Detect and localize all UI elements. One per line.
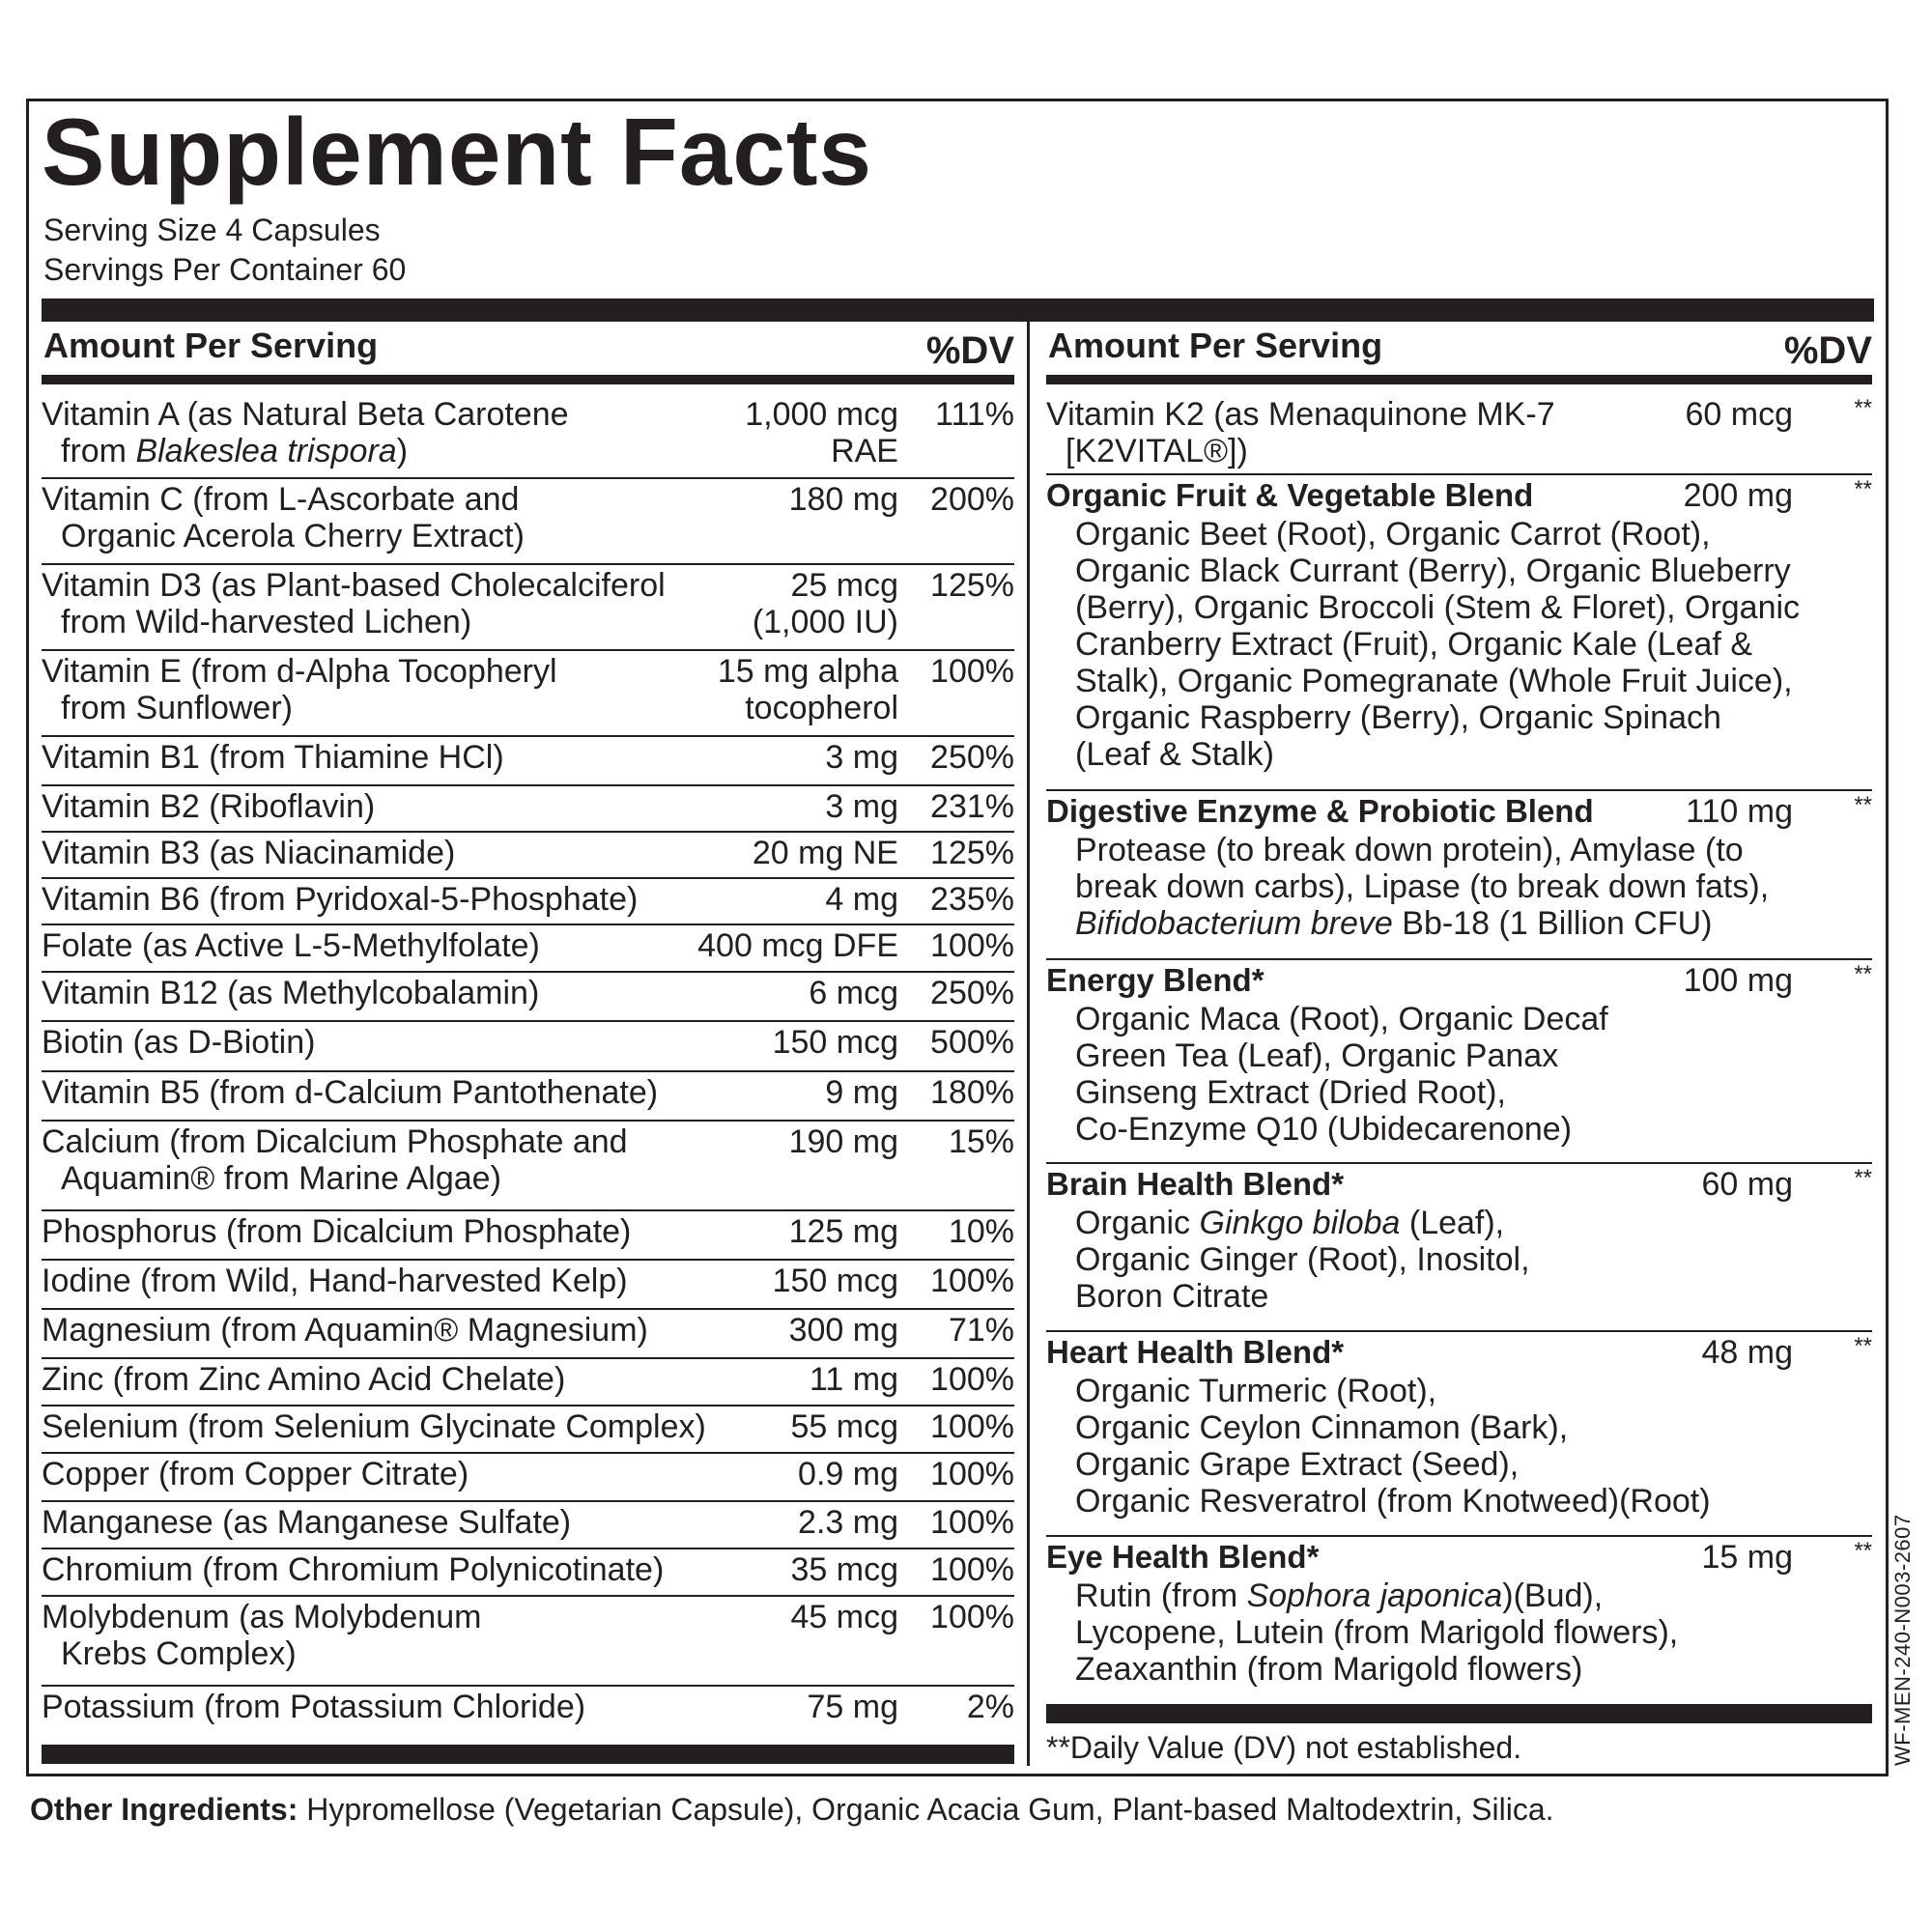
nutrient-name: Chromium (from Chromium Polynicotinate): [42, 1551, 665, 1588]
blend-name: Digestive Enzyme & Probiotic Blend: [1046, 793, 1594, 829]
nutrient-row: [42, 1359, 1014, 1406]
nutrient-dv: 100%: [930, 1456, 1014, 1492]
nutrient-dv: 100%: [930, 1504, 1014, 1541]
nutrient-row: [42, 925, 1014, 973]
blend-amount: 60 mcg: [1685, 396, 1793, 433]
nutrient-name: Molybdenum (as Molybdenum: [42, 1599, 482, 1635]
nutrient-dv: 2%: [966, 1689, 1014, 1725]
blend-row: Vitamin K2 (as Menaquinone MK-7 [K2VITAL®]) 60 mcg **: [1046, 394, 1872, 475]
blend-amount: 100 mg: [1683, 962, 1793, 999]
header-rule: [1046, 375, 1872, 384]
species-name: Blakeslea trispora: [135, 433, 397, 469]
nutrient-name: Biotin (as D-Biotin): [42, 1024, 316, 1061]
nutrient-amount: 190 mg: [788, 1123, 898, 1160]
nutrient-dv: 231%: [930, 788, 1014, 825]
nutrient-name: Magnesium (from Aquamin® Magnesium): [42, 1312, 648, 1349]
blend-name: Brain Health Blend*: [1046, 1166, 1345, 1202]
right-bottom-rule: [1046, 1704, 1872, 1723]
other-ingredients: [30, 1792, 1554, 1828]
blend-ingredients: Organic Ginkgo biloba (Leaf), Organic Ginger (Root), Inositol, Boron Citrate: [1075, 1205, 1530, 1315]
top-thick-rule: [42, 298, 1874, 322]
blend-ingredients: Protease (to break down protein), Amylase (to break down carbs), Lipase (to break down fats), Bifidobacterium breve Bb-18 (1 Billion CFU): [1075, 832, 1770, 942]
nutrient-dv: 180%: [930, 1074, 1014, 1111]
nutrient-name: Vitamin B1 (from Thiamine HCl): [42, 739, 504, 776]
nutrient-dv: 71%: [948, 1312, 1014, 1349]
right-column-header: [1046, 328, 1872, 375]
nutrient-name: Vitamin D3 (as Plant-based Cholecalciferol: [42, 567, 666, 604]
nutrient-row: [42, 879, 1014, 925]
nutrient-amount: 75 mg: [807, 1689, 898, 1725]
dv-not-established-mark: **: [1854, 1165, 1872, 1191]
serving-size: Serving Size 4 Capsules: [43, 213, 381, 247]
nutrient-dv: 100%: [930, 1263, 1014, 1299]
blend-ingredients: Organic Beet (Root), Organic Carrot (Root), Organic Black Currant (Berry), Organic Blueberry (Berry), Organic Broccoli (Stem & Floret), Organic Cranberry Extract (Fruit), Organic Kale (Leaf & Stalk), Organic Pomegranate (Whole Fruit Juice), Organic Raspberry (Berry), Organic Spinach (Leaf & Stalk): [1075, 516, 1801, 773]
nutrient-amount: 125 mg: [788, 1213, 898, 1250]
nutrient-name: Vitamin E (from d-Alpha Tocopheryl: [42, 653, 557, 690]
lot-code: WF-MEN-240-N003-2607: [1890, 1514, 1915, 1766]
left-bottom-rule: [42, 1745, 1014, 1764]
blend-amount: 48 mg: [1701, 1334, 1793, 1371]
nutrient-amount: 15 mg alpha: [717, 653, 898, 690]
nutrient-dv: 100%: [930, 1599, 1014, 1635]
nutrient-name: Manganese (as Manganese Sulfate): [42, 1504, 572, 1541]
nutrient-amount: 9 mg: [825, 1074, 898, 1111]
blend-ingredients: Organic Maca (Root), Organic Decaf Green Tea (Leaf), Organic Panax Ginseng Extract (Dried Root), Co-Enzyme Q10 (Ubidecarenone): [1075, 1001, 1608, 1148]
nutrient-amount: 45 mcg: [790, 1599, 898, 1635]
nutrient-amount: 150 mcg: [772, 1263, 898, 1299]
nutrient-dv: 235%: [930, 881, 1014, 918]
nutrient-name: Vitamin C (from L-Ascorbate and: [42, 481, 520, 518]
nutrient-dv: 100%: [930, 1551, 1014, 1588]
nutrient-amount: 20 mg NE: [752, 835, 898, 871]
nutrient-row: Vitamin C (from L-Ascorbate and Organic Acerola Cherry Extract) 180 mg 200%: [42, 479, 1014, 565]
nutrient-name: Copper (from Copper Citrate): [42, 1456, 469, 1492]
nutrient-amount: 150 mcg: [772, 1024, 898, 1061]
blend-ingredients: Rutin (from Sophora japonica)(Bud), Lycopene, Lutein (from Marigold flowers), Zeaxanthin (from Marigold flowers): [1075, 1577, 1679, 1688]
dv-label: %DV: [1783, 329, 1872, 372]
nutrient-row: [42, 1072, 1014, 1122]
nutrient-dv: 125%: [930, 835, 1014, 871]
blend-amount: 15 mg: [1701, 1539, 1793, 1576]
dv-not-established-mark: **: [1854, 476, 1872, 502]
nutrient-amount: 3 mg: [825, 788, 898, 825]
nutrient-name: Phosphorus (from Dicalcium Phosphate): [42, 1213, 632, 1250]
nutrient-amount: 55 mcg: [790, 1408, 898, 1445]
right-blend-column: [1046, 328, 1872, 1705]
nutrient-row: [42, 737, 1014, 786]
nutrient-dv: 200%: [930, 481, 1014, 518]
dv-not-established-mark: **: [1854, 395, 1872, 421]
nutrient-amount: 4 mg: [825, 881, 898, 918]
nutrient-amount: 300 mg: [788, 1312, 898, 1349]
dv-not-established-mark: **: [1854, 961, 1872, 987]
nutrient-dv: 15%: [948, 1123, 1014, 1160]
column-divider: [1027, 307, 1030, 1766]
label-title: Supplement Facts: [42, 99, 873, 205]
nutrient-name: Vitamin B6 (from Pyridoxal-5-Phosphate): [42, 881, 639, 918]
nutrient-name: Selenium (from Selenium Glycinate Complex): [42, 1408, 706, 1445]
nutrient-amount: 0.9 mg: [798, 1456, 898, 1492]
nutrient-row: [42, 786, 1014, 833]
nutrient-row: [42, 1022, 1014, 1072]
nutrient-dv: 125%: [930, 567, 1014, 604]
dv-label: %DV: [925, 329, 1014, 372]
nutrient-amount: 2.3 mg: [798, 1504, 898, 1541]
nutrient-row: [42, 1310, 1014, 1359]
nutrient-amount: 35 mcg: [790, 1551, 898, 1588]
dv-not-established-mark: **: [1854, 1538, 1872, 1564]
dv-footnote: **Daily Value (DV) not established.: [1046, 1730, 1522, 1765]
nutrient-row: Molybdenum (as Molybdenum Krebs Complex) 45 mcg 100%: [42, 1597, 1014, 1687]
nutrient-name: Iodine (from Wild, Hand-harvested Kelp): [42, 1263, 628, 1299]
blend-amount: 60 mg: [1701, 1166, 1793, 1203]
nutrient-dv: 10%: [948, 1213, 1014, 1250]
nutrient-amount: 6 mcg: [809, 975, 898, 1011]
nutrient-row: [42, 1502, 1014, 1549]
blend-amount: 110 mg: [1686, 793, 1793, 830]
blend-amount: 200 mg: [1683, 477, 1793, 514]
nutrient-row: [42, 973, 1014, 1022]
blend-row: [1046, 791, 1872, 960]
header-rule: [42, 375, 1014, 384]
dv-not-established-mark: **: [1854, 1333, 1872, 1359]
nutrient-row: [42, 1687, 1014, 1735]
nutrient-row: Vitamin E (from d-Alpha Tocopheryl from Sunflower) 15 mg alpha tocopherol 100%: [42, 651, 1014, 737]
nutrient-amount: 180 mg: [788, 481, 898, 518]
nutrient-name: Vitamin B3 (as Niacinamide): [42, 835, 456, 871]
blend-row: [1046, 1164, 1872, 1332]
servings-per-container: Servings Per Container 60: [43, 252, 407, 287]
nutrient-row: [42, 833, 1014, 879]
nutrient-row: [42, 1549, 1014, 1597]
nutrient-row: Vitamin D3 (as Plant-based Cholecalciferol from Wild-harvested Lichen) 25 mcg (1,000 IU) 125%: [42, 565, 1014, 651]
nutrient-row: Vitamin A (as Natural Beta Carotene from Blakeslea trispora) 1,000 mcg RAE 111%: [42, 394, 1014, 479]
nutrient-name: Folate (as Active L-5-Methylfolate): [42, 927, 540, 964]
blend-row: [1046, 1537, 1872, 1705]
left-nutrient-column: [42, 328, 1014, 1735]
nutrient-dv: 250%: [930, 975, 1014, 1011]
other-ingredients-text: Hypromellose (Vegetarian Capsule), Organic Acacia Gum, Plant-based Maltodextrin, Silica.: [298, 1792, 1554, 1827]
nutrient-dv: 100%: [930, 1408, 1014, 1445]
blend-name: Vitamin K2 (as Menaquinone MK-7: [1046, 396, 1555, 433]
nutrient-name: Vitamin A (as Natural Beta Carotene: [42, 396, 569, 433]
nutrient-dv: 111%: [935, 396, 1014, 433]
nutrient-amount: 25 mcg: [790, 567, 898, 604]
nutrient-name: Vitamin B2 (Riboflavin): [42, 788, 376, 825]
blend-row: [1046, 475, 1872, 791]
blend-row: [1046, 960, 1872, 1164]
blend-row: [1046, 1332, 1872, 1537]
nutrient-row: [42, 1261, 1014, 1310]
nutrient-name: Zinc (from Zinc Amino Acid Chelate): [42, 1361, 566, 1398]
blend-name: Heart Health Blend*: [1046, 1334, 1345, 1370]
dv-not-established-mark: **: [1854, 792, 1872, 818]
blend-name: Energy Blend*: [1046, 962, 1264, 998]
nutrient-dv: 250%: [930, 739, 1014, 776]
nutrient-dv: 100%: [930, 1361, 1014, 1398]
nutrient-row: [42, 1211, 1014, 1261]
nutrient-name: Vitamin B12 (as Methylcobalamin): [42, 975, 540, 1011]
nutrient-name: Calcium (from Dicalcium Phosphate and: [42, 1123, 628, 1160]
nutrient-dv: 500%: [930, 1024, 1014, 1061]
nutrient-amount: 400 mcg DFE: [697, 927, 898, 964]
blend-ingredients: Organic Turmeric (Root), Organic Ceylon Cinnamon (Bark), Organic Grape Extract (Seed), Organic Resveratrol (from Knotweed)(Root): [1075, 1373, 1711, 1520]
nutrient-dv: 100%: [930, 653, 1014, 690]
nutrient-name: Potassium (from Potassium Chloride): [42, 1689, 586, 1725]
nutrient-name: Vitamin B5 (from d-Calcium Pantothenate): [42, 1074, 659, 1111]
nutrient-dv: 100%: [930, 927, 1014, 964]
nutrient-amount: 1,000 mcg: [745, 396, 898, 433]
other-ingredients-label: Other Ingredients:: [30, 1792, 298, 1827]
left-column-header: [42, 328, 1014, 375]
amount-per-serving-label: Amount Per Serving: [1048, 326, 1383, 365]
nutrient-amount: 11 mg: [810, 1361, 898, 1398]
amount-per-serving-label: Amount Per Serving: [43, 326, 379, 365]
blend-name: Eye Health Blend*: [1046, 1539, 1320, 1575]
blend-name: Organic Fruit & Vegetable Blend: [1046, 477, 1534, 513]
nutrient-amount: 3 mg: [825, 739, 898, 776]
nutrient-row: [42, 1454, 1014, 1502]
nutrient-row: [42, 1406, 1014, 1454]
nutrient-row: Calcium (from Dicalcium Phosphate and Aquamin® from Marine Algae) 190 mg 15%: [42, 1122, 1014, 1211]
